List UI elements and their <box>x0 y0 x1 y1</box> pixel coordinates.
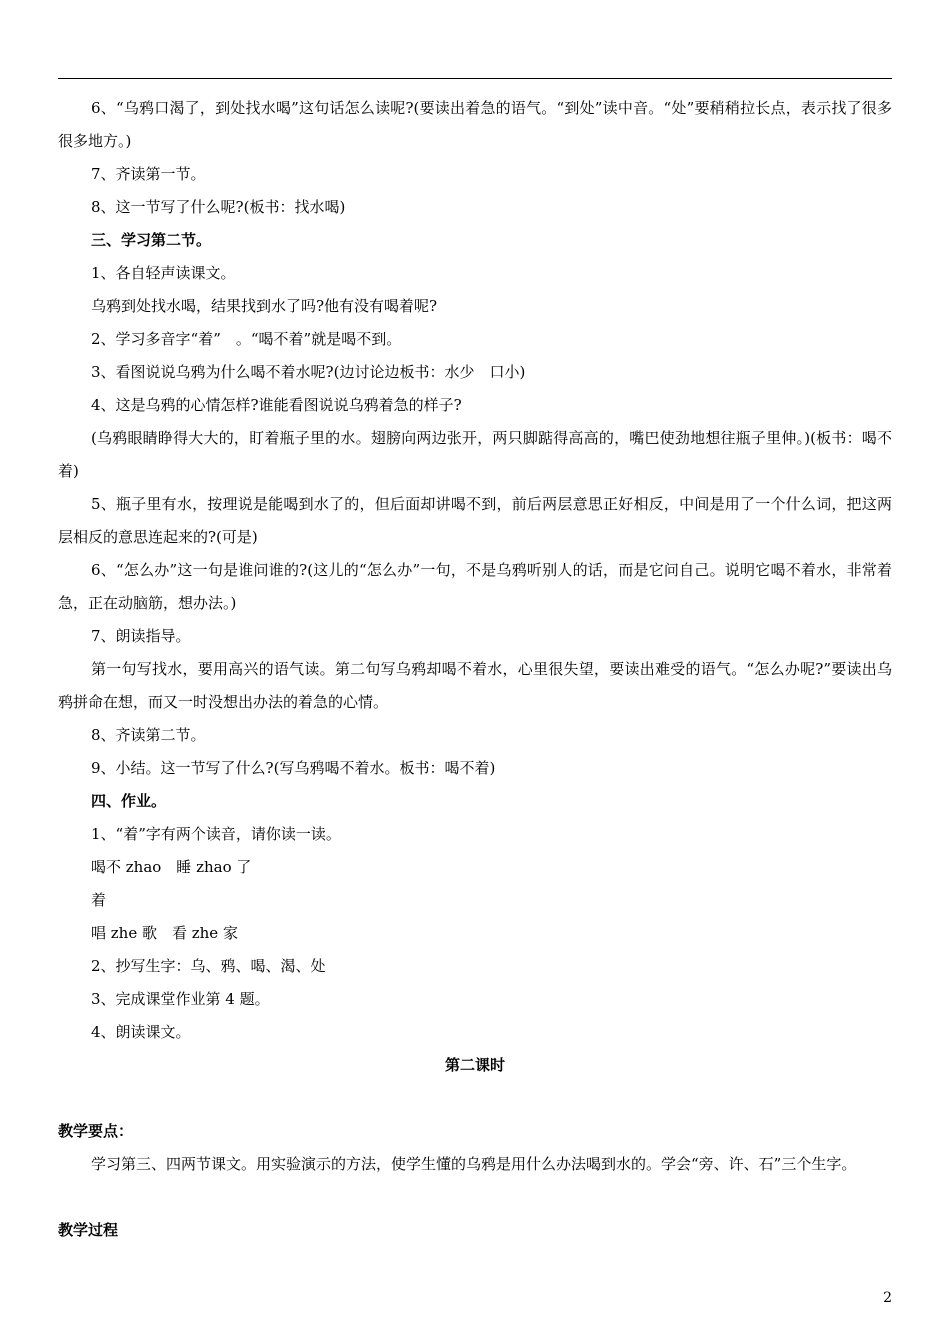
section-heading: 三、学习第二节。 <box>91 231 212 249</box>
paragraph: 1、各自轻声读课文。 <box>91 264 236 282</box>
paragraph: 5、瓶子里有水，按理说是能喝到水了的，但后面却讲喝不到，前后两层意思正好相反，中间是用了一个什么词，把这两层相反的意思连起来的?(可是) <box>58 495 892 546</box>
process-heading: 教学过程 <box>58 1221 119 1239</box>
paragraph: 着 <box>91 891 107 909</box>
paragraph: 喝不 zhao 睡 zhao 了 <box>91 858 252 876</box>
key-points-text: 学习第三、四两节课文。用实验演示的方法，使学生懂的乌鸦是用什么办法喝到水的。学会“旁、许、石”三个生字。 <box>91 1155 857 1173</box>
page-number: 2 <box>883 1290 892 1306</box>
spacer <box>58 1181 892 1214</box>
section-heading: 四、作业。 <box>91 792 167 810</box>
paragraph: 乌鸦到处找水喝，结果找到水了吗?他有没有喝着呢? <box>91 297 438 315</box>
paragraph: 4、这是乌鸦的心情怎样?谁能看图说说乌鸦着急的样子? <box>91 396 462 414</box>
paragraph: 9、小结。这一节写了什么?(写乌鸦喝不着水。板书：喝不着) <box>91 759 496 777</box>
paragraph: 8、齐读第二节。 <box>91 726 206 744</box>
paragraph: 3、看图说说乌鸦为什么喝不着水呢?(边讨论边板书：水少 口小) <box>91 363 526 381</box>
header-rule <box>58 78 892 79</box>
paragraph: 1、“着”字有两个读音，请你读一读。 <box>91 825 341 843</box>
paragraph: 7、齐读第一节。 <box>91 165 206 183</box>
paragraph: 6、“乌鸦口渴了，到处找水喝”这句话怎么读呢?(要读出着急的语气。“到处”读中音。“处”要稍稍拉长点，表示找了很多很多地方。) <box>58 99 892 150</box>
paragraph: 唱 zhe 歌 看 zhe 家 <box>91 924 238 942</box>
lesson-title: 第二课时 <box>444 1056 505 1074</box>
paragraph: 2、抄写生字：乌、鸦、喝、渴、处 <box>91 957 326 975</box>
spacer <box>58 1082 892 1115</box>
paragraph: 3、完成课堂作业第 4 题。 <box>91 990 270 1008</box>
paragraph: 第一句写找水，要用高兴的语气读。第二句写乌鸦却喝不着水，心里很失望，要读出难受的语气。“怎么办呢?”要读出乌鸦拼命在想，而又一时没想出办法的着急的心情。 <box>58 660 892 711</box>
paragraph: 2、学习多音字“着” 。“喝不着”就是喝不到。 <box>91 330 402 348</box>
paragraph: 7、朗读指导。 <box>91 627 191 645</box>
document-body <box>58 92 892 1247</box>
paragraph: 4、朗读课文。 <box>91 1023 191 1041</box>
key-points-heading: 教学要点： <box>58 1122 134 1140</box>
paragraph: 6、“怎么办”这一句是谁问谁的?(这儿的“怎么办”一句，不是乌鸦听别人的话，而是它问自己。说明它喝不着水，非常着急，正在动脑筋，想办法。) <box>58 561 892 612</box>
paragraph: 8、这一节写了什么呢?(板书：找水喝) <box>91 198 346 216</box>
paragraph: (乌鸦眼睛睁得大大的，盯着瓶子里的水。翅膀向两边张开，两只脚踮得高高的，嘴巴使劲地想往瓶子里伸。)(板书：喝不着) <box>58 429 892 480</box>
